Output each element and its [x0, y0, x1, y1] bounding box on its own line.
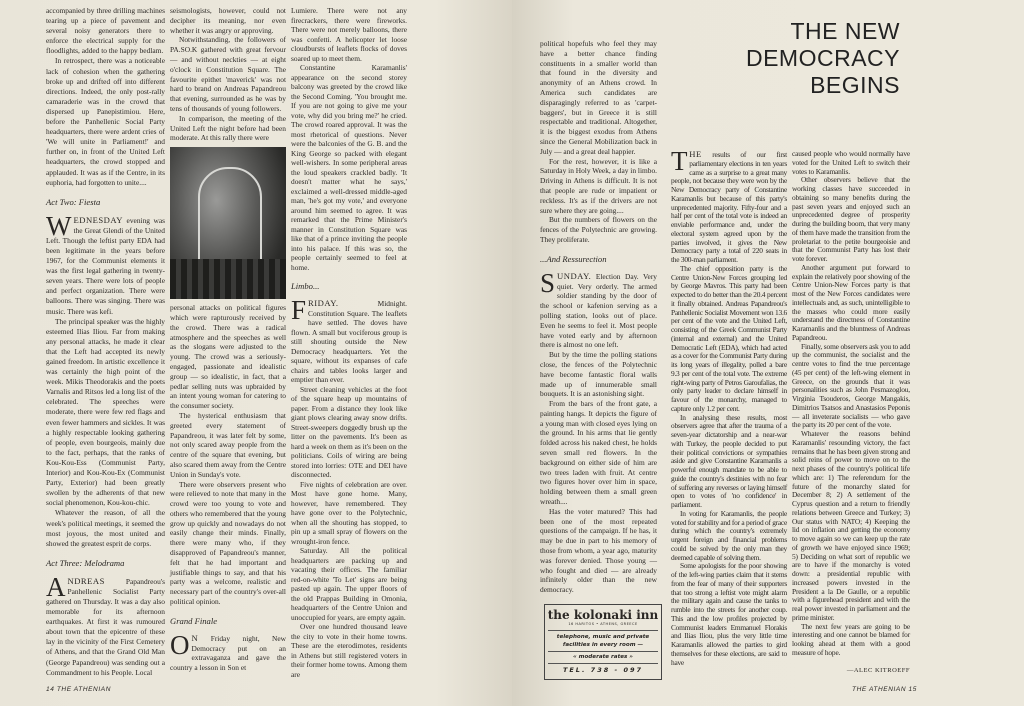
- article-column-4: [540, 39, 666, 680]
- paragraph: [46, 508, 165, 548]
- paragraph: [170, 480, 286, 607]
- paragraph: [170, 35, 286, 113]
- paragraph: [46, 317, 165, 509]
- paragraph-text: caused people who would normally have voted for the United Left to switch their votes to Karamanlis.: [792, 149, 910, 176]
- paragraph-text: Has the voter matured? This had been one of the most repeated questions of the campaign. If he has, it may be due in part to his memory of those from whom, a year ago, maturity was forever denied. Those young — who fought and died — are already infinitely older than the new democracy.: [540, 506, 657, 595]
- article-headline: THE NEW DEMOCRACY BEGINS: [745, 18, 900, 98]
- ad-name: the kolonaki inn: [547, 608, 659, 622]
- paragraph-text: Election Day. Very quiet. Very orderly. The armed soldier standing by the door of the school or kafenion serving as a polling station, looks out of place. Even he seems to feel it. Most people have voted early and by afternoon there is almost no one left.: [540, 271, 657, 350]
- paragraph: [291, 622, 407, 679]
- section-heading: Limbo...: [291, 281, 320, 291]
- paragraph-text: But by the time the polling stations close, the fences of the Polytechnic have become fantastic floral walls made up of innumerable small bouquets. It is an astonishing sight.: [540, 350, 657, 399]
- drop-cap: W: [46, 210, 72, 241]
- paragraph-text: The principal speaker was the highly esteemed Ilias Iliou. Far from making any personal attacks, he made it clear that the Left had accepted its newly gained freedom. In artistic excellence it was certainly the high point of the week. Mikis Theodorakis and the poets Varnalis and Ritsos led a long list of the celebrated. The speeches were moderate, there were few red flags and even fewer hammers and sickles. It was a highly respectable looking gathering of people, even bourgeois, mainly due to the fact, perhaps, that the ranks of Kou-Kou-Ess (Communist Party, Interior) and Kou-Kou-Ex (Communist Party, Exterior) had been greatly swollen by the adherents of that new social phenomenon, Kou-kou-chic.: [46, 316, 165, 508]
- paragraph-text: In voting for Karamanlis, the people voted for stability and for a period of grace during which the country's extremely urgent foreign and financial problems could be solved by the only man they deemed capable of solving them.: [671, 508, 787, 562]
- paragraph-text: Some apologists for the poor showing of the left-wing parties claim that it stems from the fear of many of their supporters that too strong a leftist vote might alarm the military again and cause the tanks to rumble into the streets for another coup. This and the low profiles projected by Communist leaders Emmanuel Florakis and Ilias Iliou, plus the very little time Karamanlis allowed the parties to gird themselves for these elections, are said to have: [671, 561, 787, 667]
- paragraph-text: The hysterical enthusiasm that greeted every statement of Papandreou, it was later felt by some, not only scared away people from the centre of the square that evening, but also scared them away from the Centre Union in Sunday's vote.: [170, 410, 286, 479]
- paragraph-text: Another argument put forward to explain the relatively poor showing of the Centre Union-New Forces party is that most of the New Forces candidates were intellectuals and, as such, unintelligible to the masses who could more easily understand the directness of Constantine Karamanlis and the bluntness of Andreas Papandreou.: [792, 262, 910, 342]
- paragraph-text: Lumiere. There were not any firecrackers, there were fireworks. There were not merely balloons, there was confetti. A helicopter let loose cloudbursts of leaflets flocks of doves soared up to meet them.: [291, 6, 407, 63]
- paragraph-text: Whatever the reason, of all the week's political meetings, it seemed the most joyous, the most united and showed the greatest esprit de corps.: [46, 508, 165, 548]
- article-column-6: [792, 150, 910, 680]
- ad-spacer: [540, 595, 666, 603]
- paragraph: [540, 267, 657, 350]
- paragraph-text: In comparison, the meeting of the United Left the night before had been moderate. At this rally there were: [170, 113, 286, 143]
- ad-telephone: TEL. 738 - 097: [562, 666, 644, 674]
- paragraph: [170, 6, 286, 35]
- paragraph-text: Saturday. All the political headquarters are packing up and vacating their offices. The familiar red-on-white 'To Let' signs are being pasted up again. The upper floors of the old Prappas Building in Omonia, headquarters of the Centre Union and unoccupied for years, are empty again.: [291, 546, 407, 622]
- paragraph: [170, 629, 286, 673]
- paragraph: [46, 210, 165, 317]
- lead-in: RIDAY.: [308, 298, 339, 308]
- paragraph-text: results of our first parliamentary elections in ten years came as a surprise to a great many people, not because they were won by the New Democracy party of Constantine Karamanlis but because of this party's unprecedented majority. Fifty-four and a half per cent of the total vote is indeed an enviable performance and, under the electoral system agreed upon by the parties involved, it gives the New Democracy party a total of 220 seats in the 300-man parliament.: [671, 150, 787, 264]
- paragraph: [170, 114, 286, 143]
- ad-address: 16 HARITOS • ATHENS, GREECE: [548, 622, 658, 631]
- paragraph: [540, 399, 657, 507]
- section-heading: Grand Finale: [170, 615, 218, 626]
- paragraph-text: Other observers believe that the working classes have succeeded in obtaining so many benefits during the past seven years and enjoyed such an unprecedented degree of prosperity during the building boom, that very many of them have made the transition from the proletariat to the petite bourgeoisie and that the Communist Party has lost their vote forever.: [792, 175, 911, 263]
- paragraph-text: Papandreou's Panhellenic Socialist Party gathered on Thursday. It was a day also memorable for its afternoon earthquakes. At first it was rumoured about town that the epicentre of these lay in the vicinity of the First Cemetery of Athens, and that the Grand Old Man (George Papandreou) was sending out a Commandment to his People. Local: [46, 576, 165, 677]
- paragraph: [540, 39, 657, 157]
- article-column-2: [170, 6, 286, 680]
- paragraph-text: There were observers present who were relieved to note that many in the crowd were too young to vote and others who remembered that the young grow up quickly and nowadays do not easily change their minds. Finally, there were many who, if they disapproved of Papandreou's manner, felt that he had important and justifiable things to say, and that his party was a welcome, realistic and necessary part of the country's over-all political opinion.: [170, 479, 286, 607]
- rally-photo: [170, 147, 286, 299]
- paragraph-text: political hopefuls who feel they may have a better chance finding constituents in a smaller world than that found in the diversity and anonymity of an Athens crowd. In America such candidates are disparagingly referred to as 'carpet-baggers', but in Greece it is still respectable and traditional. Altogether, it is the biggest exodus from Athens since the General Mobilization back in July — and a great deal happier.: [540, 39, 657, 156]
- paragraph-text: personal attacks on political figures which were rapturously received by the crowd. There was a radical atmosphere and the speeches as well as the slogans were adjusted to the young. The crowd was a seriously-engaged, passionate and idealistic group — so idealistic, in fact, that a pedlar selling nuts was upbraided by an intent young woman for catering to the consumer society.: [170, 303, 286, 411]
- paragraph-text: seismologists, however, could not decipher its meaning, nor even whether it was angry or approving.: [170, 6, 286, 35]
- paragraph-text: Constantine Karamanlis' appearance on the second storey balcony was greeted by the crowd like the Second Coming. 'You brought me. If you are not going to give me your vote, why did you bring me?' he cried. The crowd roared approval. It was the most rhetorical of questions. Never were the balconies of the G. B. and the King George so packed with elegant well-wishers. In some peripheral areas the loud speakers crackled badly. 'It doesn't matter what he says,' exclaimed a well-dressed middle-aged man, 'he's got my vote,' and everyone around him seemed to agree. It was remarked that the Prime Minister's manner in Constitution Square was like that of a prince inviting the people into his palace. If this was so, the people certainly seemed to feel at home.: [291, 63, 407, 272]
- paragraph: [792, 430, 910, 623]
- paragraph-text: The chief opposition party is the Centre Union-New Forces grouping led by George Mavros. This party had been expected to do better than the 20.4 percent it finally obtained. Andreas Papandreou's Panhellenic Socialist Movement won 13.6 per cent of the vote and the United Left, consisting of the Greek Communist Party (internal and external) and the United Democratic Left (EDA), which had acted as a cover for the Communist Party during its long years of illegality, polled a bare 9.3 per cent of the total vote. The extreme right-wing party of Petros Garoufalias, the only party leader to declare himself in favour of the monarchy, managed to capture only 1.2 per cent.: [671, 263, 787, 413]
- paragraph: [792, 150, 910, 176]
- lead-in: N: [191, 632, 199, 643]
- paragraph: [671, 562, 787, 667]
- article-column-5: [671, 146, 787, 680]
- paragraph: [792, 343, 910, 431]
- paragraph-text: Five nights of celebration are over. Most have gone home. Many, however, have remembered. They have gone over to the Polytechnic, when all the shouting has stopped, to pin up a small spray of flowers on the wrought-iron fence.: [291, 479, 407, 546]
- lead-in: HE: [689, 149, 702, 159]
- paragraph: [540, 507, 657, 595]
- paragraph: [792, 623, 910, 658]
- paragraph-text: But the numbers of flowers on the fences of the Polytechnic are growing. They proliferate.: [540, 215, 657, 244]
- section-heading: Act Three: Melodrama: [46, 557, 125, 568]
- paragraph: [46, 56, 165, 187]
- paragraph-text: For the rest, however, it is like a Saturday in Holy Week, a day in limbo. Driving in Athens is difficult. It is not that people are rude or impatient or reckless. It's as if the drivers are not sure where they are going....: [540, 156, 657, 215]
- paragraph: [170, 303, 286, 411]
- article-column-3: [291, 6, 407, 680]
- right-page: [512, 0, 1024, 706]
- lead-in: UNDAY.: [557, 270, 592, 281]
- paragraph: [46, 6, 165, 56]
- article-column-2-top: [170, 6, 286, 143]
- drop-cap: T: [671, 146, 688, 176]
- article-column-2-bottom: [170, 303, 286, 673]
- drop-cap: S: [540, 267, 556, 298]
- drop-cap: F: [291, 295, 307, 325]
- paragraph: [291, 385, 407, 480]
- paragraph: [671, 510, 787, 563]
- paragraph: [291, 63, 407, 272]
- paragraph: [540, 215, 657, 244]
- page-footer-left: 14 THE ATHENIAN: [46, 686, 111, 693]
- article-column-4-text: [540, 39, 657, 595]
- paragraph-text: Notwithstanding, the followers of PA.SO.K gathered with great fervour — and without neckties — at eight o'clock in Constitution Square. The favourite epithet 'maverick' was not hard to brand on Andreas Papandreou that evening, surrounded as he was by tens of thousands of young followers.: [170, 35, 286, 113]
- paragraph: [671, 146, 787, 265]
- paragraph: [291, 480, 407, 547]
- paragraph: [540, 350, 657, 399]
- paragraph: [540, 157, 657, 216]
- page-footer-right: THE ATHENIAN 15: [852, 686, 917, 693]
- ad-facilities: telephone, music and private facilities in every room —: [556, 634, 650, 648]
- paragraph: [792, 176, 910, 264]
- paragraph-text: evening was the Great Glendi of the United Left. Though the leftist party EDA had been legitimate in the years before 1967, for the Communist elements it was the first legal gathering in twenty-seven years. There were lots of people and perfect organization. There were balloons. There was singing. There was music. There was kefi.: [46, 215, 165, 316]
- paragraph-text: Friday night, New Democracy put on an extravaganza and gave the country a lesson in Son et: [170, 633, 286, 673]
- kolonaki-inn-advertisement: [544, 604, 662, 680]
- section-heading: ...And Ressurection: [540, 253, 607, 264]
- photo-gate: [198, 167, 262, 261]
- paragraph: [792, 264, 910, 343]
- paragraph-text: In analysing these results, most observers agree that after the trauma of a seven-year dictatorship and a near-war with Turkey, the people decided to put their political convictions or sympathies aside and give Constantine Karamanlis a powerful enough mandate to be able to guide the country's destinies with no fear of suffering any reverses or laying himself open to votes of 'no confidence' in parliament.: [671, 412, 787, 509]
- paragraph-text: The next few years are going to be interesting and one cannot be blamed for looking ahead at them with a good measure of hope.: [792, 621, 910, 657]
- paragraph-text: Midnight. Constitution Square. The leaflets have settled. The doves have flown. A small but vociferous group is still shouting outside the New Democracy headquarters. Yet the square, without its expanses of cafe chairs and tables looks larger and emptier than ever.: [291, 299, 407, 384]
- paragraph-text: accompanied by three drilling machines tearing up a piece of pavement and several noisy generators there to enforce the electrical supply for the floodlights, added to the happy bedlam.: [46, 6, 165, 56]
- drop-cap: A: [46, 571, 66, 602]
- lead-in: EDNESDAY: [73, 214, 124, 225]
- lead-in: NDREAS: [67, 575, 105, 586]
- paragraph-text: Over one hundred thousand leave the city to vote in their home towns. These are the eterodimotes, residents in Athens but still registered voters in their former home towns. Among them are: [291, 622, 407, 679]
- paragraph: [291, 295, 407, 385]
- paragraph: [46, 571, 165, 678]
- paragraph: [170, 411, 286, 480]
- paragraph-text: From the bars of the front gate, a painting hangs. It depicts the figure of a young man with closed eyes lying on the ground. In his arms that lie gently folded across his naked chest, he holds seven small red flowers. In the background on either side of him are two trees laden with fruit. At centre two figures hover over him in space, holding between them a small green wreath....: [540, 399, 657, 507]
- paragraph-text: In retrospect, there was a noticeable lack of cohesion when the gathering broke up and drifted off into different directions. Indeed, the only post-rally camaraderie was in the crowd that dispersed up Panepistimiou. Here, before the Panhellenic Social Party headquarters, there were ardent cries of 'We will unite in Parliament!' and further on, in front of the United Left headquarters, the crowd stopped and applauded. It was as if the Centre, in its euphoria, had forgotten to unite....: [46, 56, 165, 187]
- paragraph: [291, 546, 407, 622]
- paragraph: [671, 265, 787, 414]
- paragraph: [671, 414, 787, 510]
- paragraph-text: Whatever the reasons behind Karamanlis' resounding victory, the fact remains that he has been given strong and solid reins of power to move on to the next phases of the country's political life which are: 1) The referendum for the future of the monarchy slated for December 8; 2) A settlement of the Cyprus question and a return to friendly relations between Greece and Turkey; 3) Our status with NATO; 4) Keeping the lid on inflation and getting the economy to move again so we can keep up the rate of growth we have enjoyed since 1969; 5) Deciding on what sort of republic we are to have if the monarchy is voted down: a presidential republic with increased powers invested in the President a la De Gaulle, or a republic with a figurehead president and with the real power invested in parliament and the prime minister.: [792, 429, 910, 622]
- article-column-1: [46, 6, 165, 680]
- ad-rates: « moderate rates »: [548, 651, 658, 664]
- author-byline: —ALEC KITROEFF: [846, 666, 910, 674]
- paragraph-text: Street cleaning vehicles at the foot of the square heap up mountains of paper. From a distance they look like giant plows clearing away snow drifts. Street-sweepers doggedly brush up the litter on the pavements. It's been as hard a week on them as it's been on the politicians. Coils of wiring are being stored into lorries: OTE and DEI have disconnected.: [291, 384, 407, 479]
- drop-cap: O: [170, 629, 190, 660]
- photo-crowd: [170, 259, 286, 299]
- paragraph: [291, 6, 407, 63]
- section-heading: Act Two: Fiesta: [46, 196, 101, 207]
- paragraph-text: Finally, some observers ask you to add up the communist, the socialist and the centre votes to find the true percentage (45 per cent) of the left-wing element in Greece, on the grounds that it was personalities such as John Pesmazoglou, Virginia Tsouderos, George Mangakis, Dimitrios Tsatsos and Anastasios Peponis — all inveterate socialists — who gave the party its 20 per cent of the vote.: [792, 341, 910, 430]
